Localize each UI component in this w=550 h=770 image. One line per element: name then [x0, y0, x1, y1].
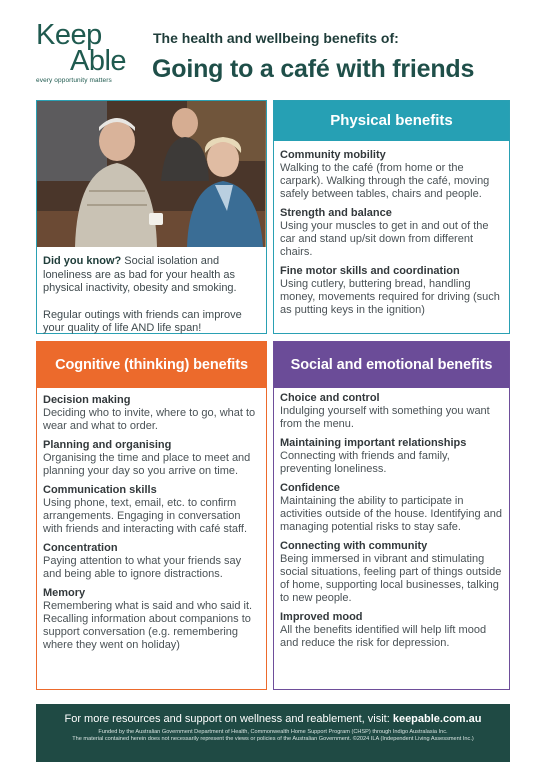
benefit-text: Paying attention to what your friends say and being able to ignore distractions.: [43, 555, 242, 580]
did-you-know-lead: Did you know?: [43, 255, 122, 267]
benefit-title: Choice and control: [280, 392, 380, 404]
benefit-item: [43, 484, 260, 536]
benefit-text: Maintaining the ability to participate in activities outside of the house. Identifying and managing potential risks to stay safe.: [280, 495, 502, 533]
benefit-item: [280, 437, 503, 476]
benefit-title: Planning and organising: [43, 439, 172, 451]
benefit-text: Being immersed in vibrant and stimulating social situations, feeling part of things outside of home, supporting local businesses, talking to new people.: [280, 553, 502, 604]
benefit-item: [280, 149, 503, 201]
benefit-text: Deciding who to invite, where to go, what to wear and what to order.: [43, 407, 256, 432]
benefit-item: [280, 265, 503, 317]
benefit-text: Using your muscles to get in and out of the car and stand up/sit down from different chairs.: [280, 220, 489, 258]
logo-word-keep: Keep: [36, 19, 102, 51]
keepable-logo: [36, 19, 146, 84]
benefit-item: [43, 587, 260, 652]
benefit-text: Connecting with friends and family, preventing loneliness.: [280, 450, 450, 475]
benefit-title: Community mobility: [280, 149, 386, 161]
benefit-item: [280, 540, 503, 605]
did-you-know-body: Social isolation and loneliness are as bad for your health as physical inactivity, obesity and smoking.: [43, 255, 237, 295]
cognitive-benefits-heading: Cognitive (thinking) benefits: [37, 342, 266, 388]
benefit-title: Confidence: [280, 482, 340, 494]
benefit-text: Walking to the café (from home or the carpark). Walking through the café, moving safely between tables, chairs and people.: [280, 162, 490, 200]
benefit-item: [43, 439, 260, 478]
footer-disclaimer-text: The material contained herein does not necessarily represent the views or policies of the Australian Government. ©2024 ILA (Independent Living Assessment Inc.): [72, 736, 474, 742]
footer-lead-text: For more resources and support on wellness and reablement, visit:: [64, 713, 393, 725]
benefit-item: [43, 394, 260, 433]
logo-tagline: every opportunity matters: [36, 77, 112, 84]
photo-illustration: [37, 101, 265, 247]
benefit-text: Indulging yourself with something you want from the menu.: [280, 405, 490, 430]
benefit-item: [280, 482, 503, 534]
footer-funding-text: Funded by the Australian Government Department of Health, Commonwealth Home Support Program (CHSP) through Indigo Australasia Inc.: [98, 729, 448, 735]
benefit-item: [280, 611, 503, 650]
physical-benefits-heading: Physical benefits: [274, 101, 509, 141]
footer-resources-line: [36, 713, 510, 725]
logo-word-able: Able: [70, 45, 127, 77]
benefit-title: Maintaining important relationships: [280, 437, 467, 449]
benefit-text: Organising the time and place to meet and planning your day so you arrive on time.: [43, 452, 251, 477]
benefit-text: All the benefits identified will help lift mood and reduce the risk for depression.: [280, 624, 487, 649]
benefit-item: [280, 207, 503, 259]
regular-outings-text: Regular outings with friends can improve your quality of life AND life span!: [43, 308, 242, 335]
benefit-text: Using phone, text, email, etc. to confirm arrangements. Engaging in conversation with friends and interacting with café staff.: [43, 497, 248, 535]
benefit-title: Concentration: [43, 542, 118, 554]
benefit-text: Remembering what is said and who said it. Recalling information about companions to support conversation (e.g. remembering where they went on holiday): [43, 600, 253, 651]
benefit-title: Decision making: [43, 394, 131, 406]
benefit-title: Fine motor skills and coordination: [280, 265, 460, 277]
benefit-title: Communication skills: [43, 484, 157, 496]
cognitive-benefits-panel: [36, 341, 267, 690]
footer-website-link[interactable]: keepable.com.au: [392, 713, 482, 725]
footer-banner: [36, 704, 510, 762]
benefit-text: Using cutlery, buttering bread, handling money, movements required for driving (such as putting keys in the ignition): [280, 278, 500, 316]
photo-panel: [36, 100, 267, 334]
cafe-friends-photo: [37, 101, 266, 247]
benefit-title: Memory: [43, 587, 86, 599]
physical-benefits-panel: [273, 100, 510, 334]
did-you-know-text: [43, 255, 261, 336]
page-title: Going to a café with friends: [152, 55, 475, 83]
page-subtitle: The health and wellbeing benefits of:: [153, 30, 399, 46]
social-benefits-panel: [273, 341, 510, 690]
benefit-title: Strength and balance: [280, 207, 392, 219]
benefit-title: Connecting with community: [280, 540, 428, 552]
benefit-item: [280, 392, 503, 431]
social-benefits-heading: Social and emotional benefits: [274, 342, 509, 388]
benefit-title: Improved mood: [280, 611, 363, 623]
benefit-item: [43, 542, 260, 581]
